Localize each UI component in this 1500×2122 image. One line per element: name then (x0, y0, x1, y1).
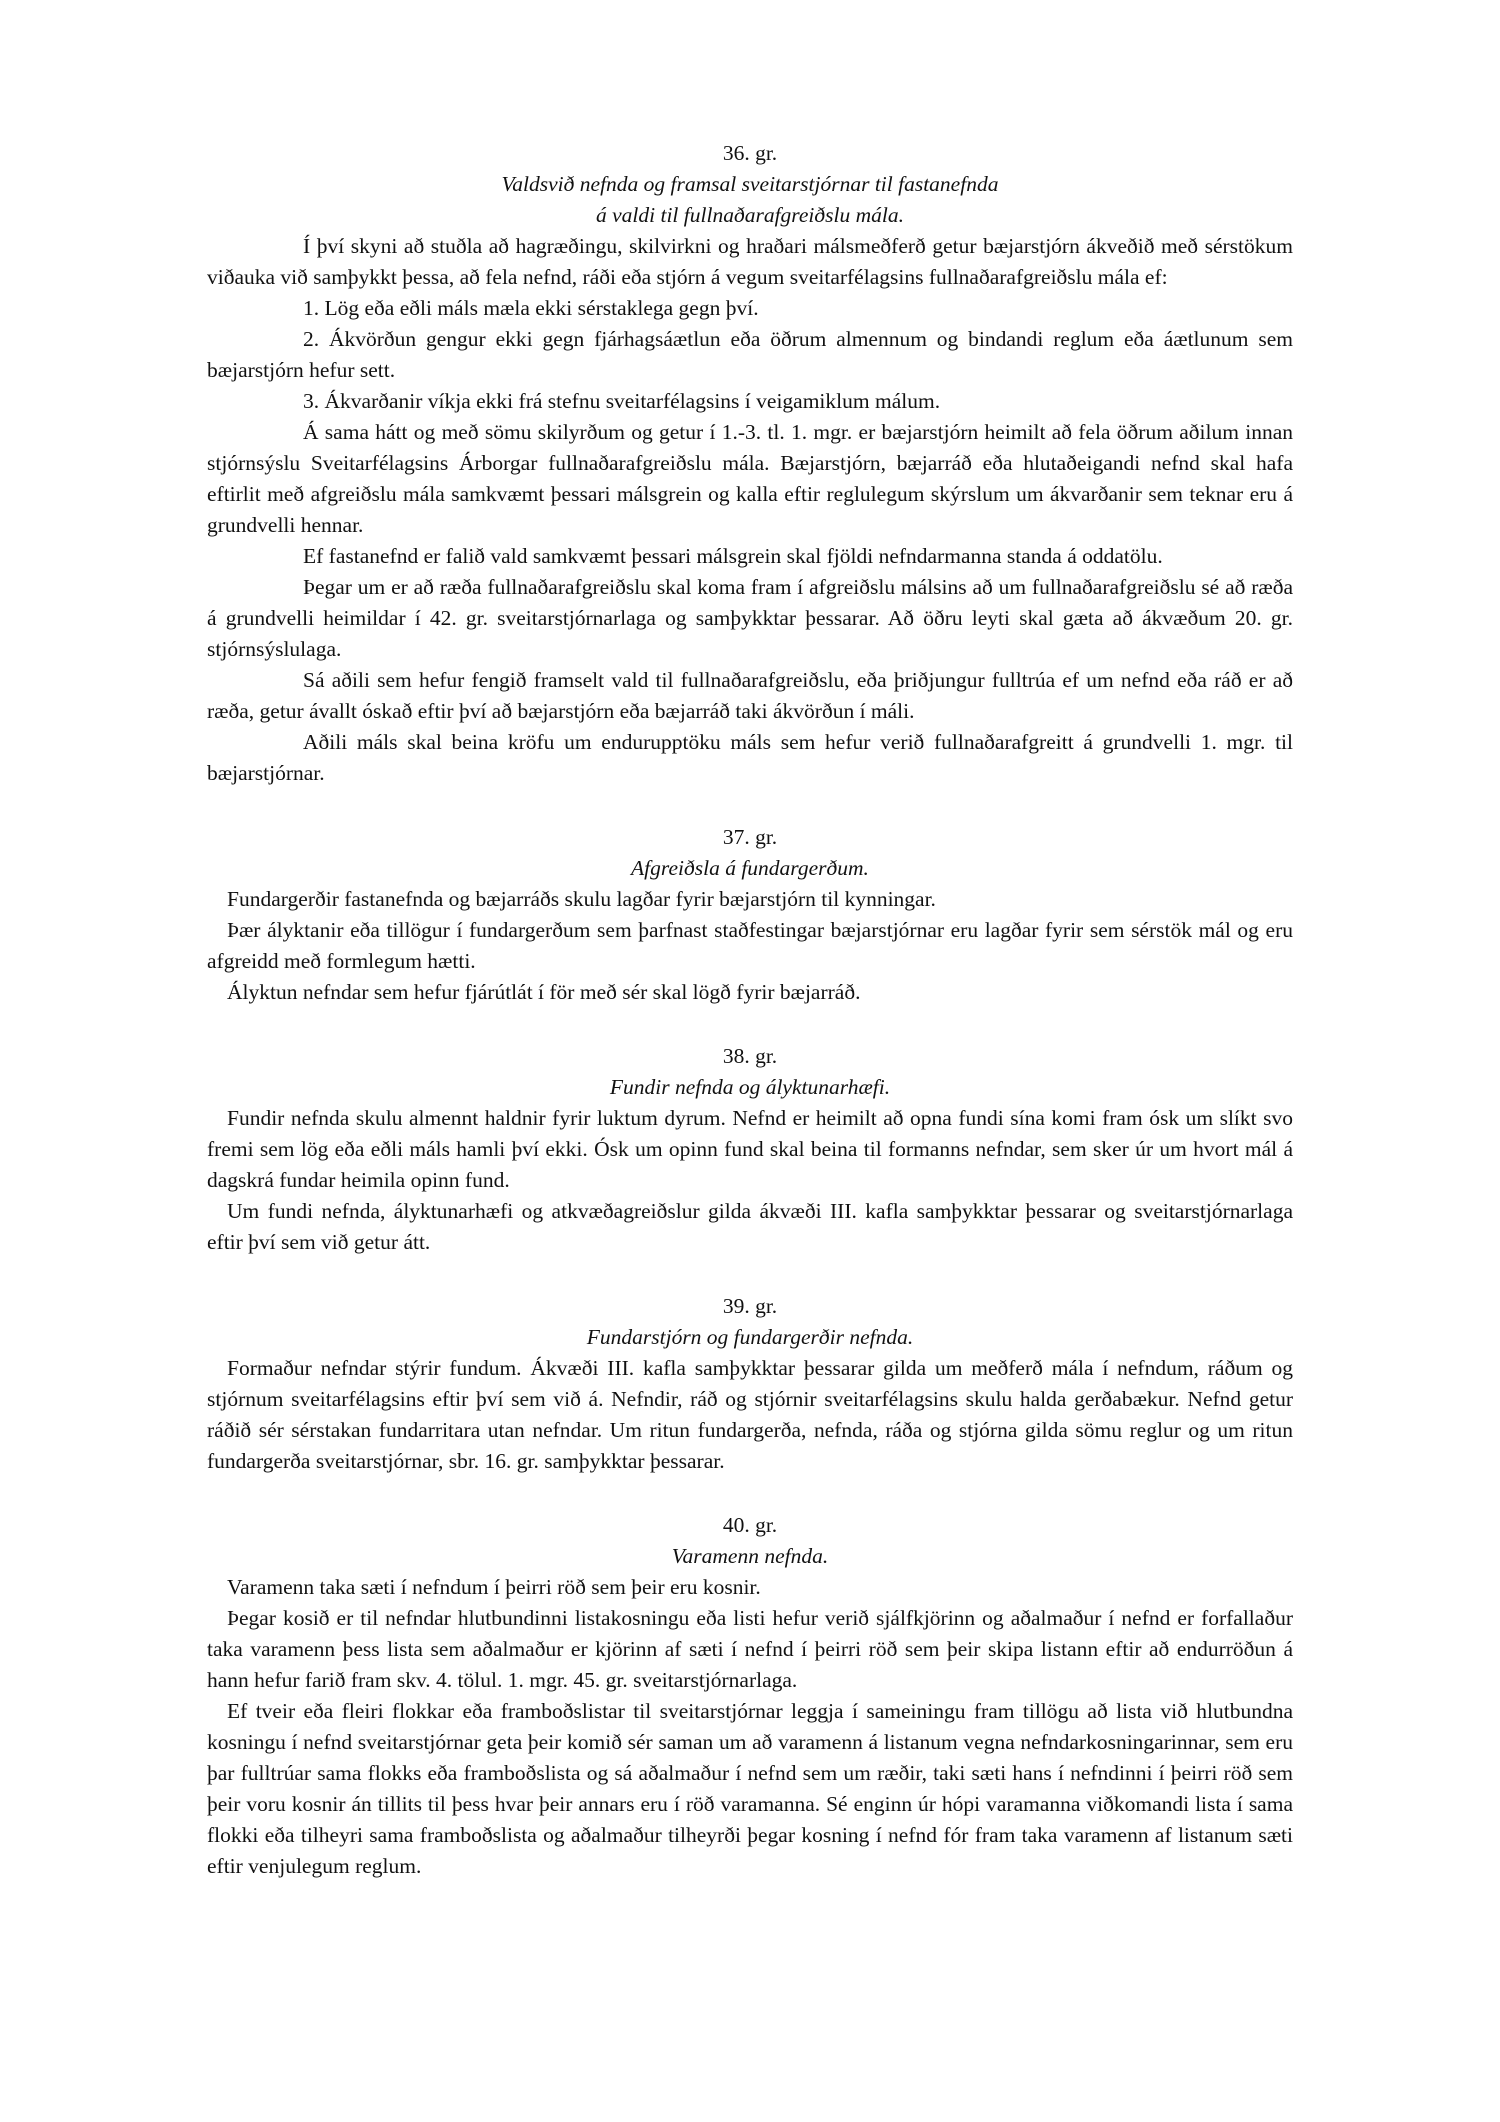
paragraph: Ef tveir eða fleiri flokkar eða framboðslistar til sveitarstjórnar leggja í sameiningu fram tillögu að lista við hlutbundna kosningu í nefnd sveitarstjórnar geta þeir komið sér saman um að varamenn á listanum vegna nefndarkosningarinnar, sem eru þar fulltrúar sama flokks eða framboðslista og sá aðalmaður í nefnd sem um ræðir, taki sæti hans í nefndinni í þeirri röð sem þeir voru kosnir án tillits til þess hvar þeir annars eru í röð varamanna. Sé enginn úr hópi varamanna viðkomandi lista í sama flokki eða tilheyri sama framboðslista og aðalmaður tilheyrði þegar kosning í nefnd fór fram taka varamenn af listanum sæti eftir venjulegum reglum. (207, 1699, 1293, 1878)
list-item: 3. Ákvarðanir víkja ekki frá stefnu sveitarfélagsins í veigamiklum málum. (303, 389, 941, 413)
article-title-line: á valdi til fullnaðarafgreiðslu mála. (596, 203, 904, 227)
article-40 (207, 1510, 1293, 1882)
article-title-line: Afgreiðsla á fundargerðum. (631, 856, 869, 880)
article-title-line: Valdsvið nefnda og framsal sveitarstjórnar til fastanefnda (501, 172, 999, 196)
article-title-line: Varamenn nefnda. (671, 1544, 829, 1568)
document-page (207, 138, 1293, 1882)
article-number: 36. gr. (722, 141, 778, 165)
article-number: 37. gr. (722, 825, 778, 849)
paragraph: Ályktun nefndar sem hefur fjárútlát í för með sér skal lögð fyrir bæjarráð. (227, 980, 861, 1004)
paragraph: Sá aðili sem hefur fengið framselt vald til fullnaðarafgreiðslu, eða þriðjungur fulltrúa ef um nefnd eða ráð er að ræða, getur ávallt óskað eftir því að bæjarstjórn eða bæjarráð taki ákvörðun í máli. (207, 668, 1293, 723)
article-title-line: Fundir nefnda og ályktunarhæfi. (609, 1075, 891, 1099)
paragraph: Formaður nefndar stýrir fundum. Ákvæði III. kafla samþykktar þessarar gilda um meðferð mála í nefndum, ráðum og stjórnum sveitarfélagsins eftir því sem við á. Nefndir, ráð og stjórnir sveitarfélagsins skulu halda gerðabækur. Nefnd getur ráðið sér sérstakan fundarritara utan nefndar. Um ritun fundargerða, nefnda, ráða og stjórna gilda sömu reglur og um ritun fundargerða sveitarstjórnar, sbr. 16. gr. samþykktar þessarar. (207, 1356, 1293, 1473)
list-item: 2. Ákvörðun gengur ekki gegn fjárhagsáætlun eða öðrum almennum og bindandi reglum eða áætlunum sem bæjarstjórn hefur sett. (207, 327, 1293, 382)
paragraph: Aðili máls skal beina kröfu um endurupptöku máls sem hefur verið fullnaðarafgreitt á grundvelli 1. mgr. til bæjarstjórnar. (207, 730, 1293, 785)
paragraph: Varamenn taka sæti í nefndum í þeirri röð sem þeir eru kosnir. (227, 1575, 761, 1599)
paragraph: Ef fastanefnd er falið vald samkvæmt þessari málsgrein skal fjöldi nefndarmanna standa á oddatölu. (303, 544, 1163, 568)
paragraph: Á sama hátt og með sömu skilyrðum og getur í 1.-3. tl. 1. mgr. er bæjarstjórn heimilt að fela öðrum aðilum innan stjórnsýslu Sveitarfélagsins Árborgar fullnaðarafgreiðslu mála. Bæjarstjórn, bæjarráð eða hlutaðeigandi nefnd skal hafa eftirlit með afgreiðslu mála samkvæmt þessari málsgrein og kalla eftir reglulegum skýrslum um ákvarðanir sem teknar eru á grundvelli hennar. (207, 420, 1293, 537)
article-title (207, 1541, 1293, 1572)
article-37 (207, 822, 1293, 1008)
article-number: 39. gr. (722, 1294, 778, 1318)
paragraph: Í því skyni að stuðla að hagræðingu, skilvirkni og hraðari málsmeðferð getur bæjarstjórn ákveðið með sérstökum viðauka við samþykkt þessa, að fela nefnd, ráði eða stjórn á vegum sveitarfélagsins fullnaðarafgreiðslu mála ef: (207, 234, 1293, 289)
article-title (207, 169, 1293, 231)
article-38 (207, 1041, 1293, 1258)
article-title (207, 1322, 1293, 1353)
paragraph: Þegar kosið er til nefndar hlutbundinni listakosningu eða listi hefur verið sjálfkjörinn og aðalmaður í nefnd er forfallaður taka varamenn þess lista sem aðalmaður er kjörinn af sæti í nefnd í þeirri röð sem þeir skipa listann eftir að endurröðun á hann hefur farið fram skv. 4. tölul. 1. mgr. 45. gr. sveitarstjórnarlaga. (207, 1606, 1293, 1692)
paragraph: Þegar um er að ræða fullnaðarafgreiðslu skal koma fram í afgreiðslu málsins að um fullnaðarafgreiðslu sé að ræða á grundvelli heimildar í 42. gr. sveitarstjórnarlaga og samþykktar þessarar. Að öðru leyti skal gæta að ákvæðum 20. gr. stjórnsýslulaga. (207, 575, 1293, 661)
paragraph: Þær ályktanir eða tillögur í fundargerðum sem þarfnast staðfestingar bæjarstjórnar eru lagðar fyrir sem sérstök mál og eru afgreidd með formlegum hætti. (207, 918, 1293, 973)
list-item: 1. Lög eða eðli máls mæla ekki sérstaklega gegn því. (303, 296, 759, 320)
paragraph: Fundargerðir fastanefnda og bæjarráðs skulu lagðar fyrir bæjarstjórn til kynningar. (227, 887, 936, 911)
article-36 (207, 138, 1293, 789)
article-title-line: Fundarstjórn og fundargerðir nefnda. (586, 1325, 914, 1349)
paragraph: Um fundi nefnda, ályktunarhæfi og atkvæðagreiðslur gilda ákvæði III. kafla samþykktar þessarar og sveitarstjórnarlaga eftir því sem við getur átt. (207, 1199, 1293, 1254)
article-title (207, 853, 1293, 884)
article-title (207, 1072, 1293, 1103)
article-number: 40. gr. (722, 1513, 778, 1537)
paragraph: Fundir nefnda skulu almennt haldnir fyrir luktum dyrum. Nefnd er heimilt að opna fundi sína komi fram ósk um slíkt svo fremi sem lög eða eðli máls hamli því ekki. Ósk um opinn fund skal beina til formanns nefndar, sem sker úr um hvort mál á dagskrá fundar heimila opinn fund. (207, 1106, 1293, 1192)
article-number: 38. gr. (722, 1044, 778, 1068)
article-39 (207, 1291, 1293, 1477)
